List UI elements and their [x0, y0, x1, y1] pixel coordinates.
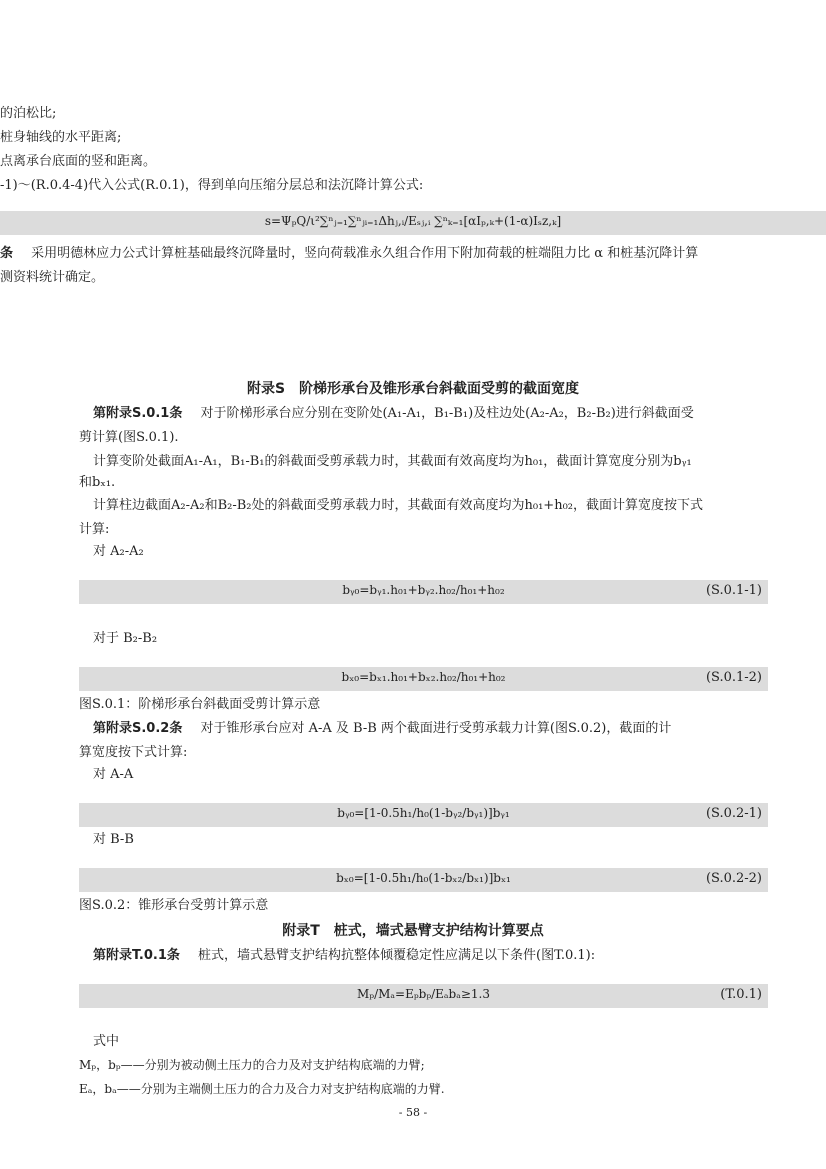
clause-text: 对于阶梯形承台应分别在变阶处(A₁-A₁，B₁-B₁)及柱边处(A₂-A₂，B₂-B₂)进行斜截面受: [200, 406, 694, 421]
figure-caption: 图S.0.2：锥形承台受剪计算示意: [79, 898, 269, 913]
text-line: 对 A₂-A₂: [93, 544, 144, 559]
clause-text: 桩式，墙式悬臂支护结构抗整体倾覆稳定性应满足以下条件(图T.0.1):: [198, 948, 596, 963]
formula-number: (T.0.1): [720, 987, 762, 1002]
formula-text: s=ΨₚQ/ι²∑ⁿⱼ₌₁∑ⁿⱼᵢ₌₁Δhⱼ,ᵢ/Eₛⱼ,ᵢ ∑ⁿₖ₌₁[αIₚ,ₖ+(1-α)Iₛz,ₖ]: [264, 214, 562, 228]
text-line: 和bₓ₁.: [79, 475, 116, 490]
page-number: - 58 -: [398, 1106, 428, 1119]
formula-bar: [79, 868, 768, 892]
figure-caption: 图S.0.1：阶梯形承台斜截面受剪计算示意: [79, 697, 321, 712]
text-line: 对 A-A: [93, 767, 134, 782]
formula-number: (S.0.2-2): [705, 871, 762, 886]
text-line: 的泊松比;: [0, 106, 57, 121]
text-line: 对 B-B: [93, 832, 134, 847]
appendix-s-title: 附录S 阶梯形承台及锥形承台斜截面受剪的截面宽度: [246, 381, 580, 397]
clause-label: 第附录T.0.1条: [93, 948, 180, 963]
formula-text: bₓ₀=bₓ₁.h₀₁+bₓ₂.h₀₂/h₀₁+h₀₂: [341, 670, 506, 684]
clause: [93, 405, 694, 423]
formula-bar: [79, 580, 768, 604]
clause: [93, 947, 595, 965]
formula-number: (S.0.1-2): [705, 670, 762, 685]
text-line: 桩身轴线的水平距离;: [0, 130, 122, 145]
formula-text: bᵧ₀=bᵧ₁.h₀₁+bᵧ₂.h₀₂/h₀₁+h₀₂: [342, 583, 505, 597]
clause-text: 采用明德林应力公式计算桩基础最终沉降量时，竖向荷载准永久组合作用下附加荷载的桩端阻力比 α 和桩基沉降计算: [31, 246, 699, 261]
formula-text: bₓ₀=[1-0.5h₁/h₀(1-bₓ₂/bₓ₁)]bₓ₁: [336, 871, 511, 885]
text-line: 算宽度按下式计算:: [79, 745, 188, 760]
formula-bar: [0, 211, 826, 235]
text-line: 计算变阶处截面A₁-A₁，B₁-B₁的斜截面受剪承载力时，其截面有效高度均为h₀₁，截面计算宽度分别为bᵧ₁: [93, 454, 692, 469]
formula-bar: [79, 803, 768, 827]
text-line: 对于 B₂-B₂: [93, 631, 158, 646]
definition-line: Eₐ，bₐ——分别为主端侧土压力的合力及合力对支护结构底端的力臂.: [79, 1082, 445, 1096]
clause: [0, 245, 698, 263]
formula-text: bᵧ₀=[1-0.5h₁/h₀(1-bᵧ₂/bᵧ₁)]bᵧ₁: [337, 806, 510, 820]
text-line: 计算:: [79, 522, 110, 537]
clause-label: 第附录S.0.2条: [93, 721, 183, 736]
clause-label: 第附录S.0.1条: [93, 406, 183, 421]
definition-line: Mₚ，bₚ——分别为被动侧土压力的合力及对支护结构底端的力臂;: [79, 1058, 425, 1072]
text-line: 式中: [93, 1034, 120, 1049]
clause-text: 对于锥形承台应对 A-A 及 B-B 两个截面进行受剪承载力计算(图S.0.2)，截面的计: [200, 721, 672, 736]
formula-text: Mₚ/Mₐ=Eₚbₚ/Eₐbₐ≥1.3: [356, 987, 491, 1001]
text-line: -1)～(R.0.4-4)代入公式(R.0.1)，得到单向压缩分层总和法沉降计算公式:: [0, 178, 424, 193]
formula-number: (S.0.2-1): [705, 806, 762, 821]
formula-bar: [79, 984, 768, 1008]
text-line: 计算柱边截面A₂-A₂和B₂-B₂处的斜截面受剪承载力时，其截面有效高度均为h₀₁+h₀₂，截面计算宽度按下式: [93, 498, 703, 513]
formula-bar: [79, 667, 768, 691]
clause: [93, 720, 671, 738]
text-line: 剪计算(图S.0.1).: [79, 430, 179, 445]
text-line: 点离承台底面的竖和距离。: [0, 154, 157, 169]
clause-label: 条: [0, 246, 14, 261]
appendix-t-title: 附录T 桩式，墙式悬臂支护结构计算要点: [282, 923, 544, 939]
text-line: 测资料统计确定。: [0, 270, 105, 285]
formula-number: (S.0.1-1): [705, 583, 762, 598]
